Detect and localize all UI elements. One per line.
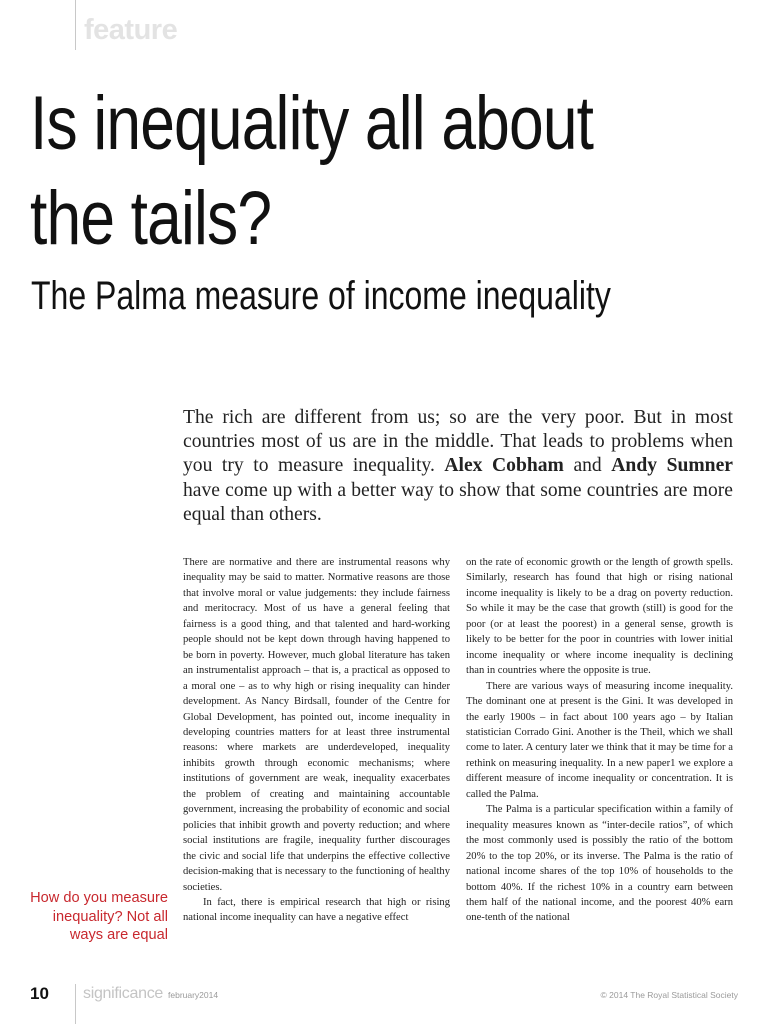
body-paragraph: on the rate of economic growth or the length of growth spells. Similarly, research has found that high or rising national income inequality is likely to be a drag on poverty reduction. So while it may be the case that growth (still) is good for the poor (or at least the poorest) in a general sense, growth is likely to be better for the poor in countries with lower initial income inequality or where income inequality is declining than in countries where the opposite is true. (466, 557, 733, 677)
body-column-left (183, 555, 450, 926)
page-number: 10 (30, 984, 49, 1003)
article-subtitle: The Palma measure of income inequality (31, 274, 611, 318)
standfirst-text-1: The rich are different from us; so are the very poor. But in most countries most of us are in the middle. That leads to problems when you try to measure inequality. (183, 407, 733, 477)
section-label: feature (84, 14, 178, 46)
standfirst-text-2: have come up with a better way to show that some countries are more equal than others. (183, 479, 733, 525)
title-line-2: the tails? (30, 176, 272, 261)
standfirst-and: and (573, 455, 602, 477)
footer-divider (75, 984, 76, 1024)
standfirst (183, 406, 733, 527)
article-title (30, 76, 620, 266)
magazine-logo: significance (83, 985, 164, 1002)
body-paragraph: There are various ways of measuring income inequality. The dominant one at present is the Gini. It was developed in the early 1900s – in fact about 100 years ago – by Italian statistician Corrado Gini. Another is the Theil, which we shall come to later. A century later we think that it may be time for a rethink on measuring inequality. In a new paper1 we explore a different measure of income inequality or concentration. It is called the Palma. (466, 680, 733, 800)
issue-date: february2014 (168, 990, 219, 1000)
body-paragraph: The Palma is a particular specification within a family of inequality measures known as “inter-decile ratios”, of which the most commonly used is possibly the ratio of the bottom 20% to the top 20%, or its inverse. The Palma is the ratio of national income shares of the top 10% of households to the bottom 40%. If the richest 10% in a country earn between them half of the national income, and the poorest 40% earn one-tenth of the national (466, 804, 733, 924)
header-divider (75, 0, 76, 50)
copyright-notice: © 2014 The Royal Statistical Society (600, 990, 738, 1000)
body-paragraph: In fact, there is empirical research that high or rising national income inequality can have a negative effect (183, 896, 450, 924)
author-name-1: Alex Cobham (444, 455, 564, 477)
body-column-right (466, 555, 733, 926)
pull-quote: How do you measure inequality? Not all ways are equal (30, 890, 168, 943)
title-line-1: Is inequality all about (30, 81, 594, 166)
author-name-2: Andy Sumner (611, 455, 733, 477)
body-paragraph: There are normative and there are instrumental reasons why inequality may be said to matter. Normative reasons are those that involve moral or value judgements: they include fairness and meritocracy. Most of us have a general feeling that fairness is a good thing, and that talented and hard-working people should not be kept down through having happened to be born in poverty. However, much global literature has taken an instrumentalist approach – that is, a practical as opposed to a moral one – as to why high or rising inequality can hinder development. As Nancy Birdsall, founder of the Centre for Global Development, has pointed out, income inequality in developing countries matters for at least three instrumental reasons: where markets are underdeveloped, inequality inhibits growth through economic mechanisms; where institutions of government are weak, inequality exacerbates the problem of creating and maintaining accountable government, increasing the probability of economic and social policies that inhibit growth and poverty reduction; and where social institutions are fragile, inequality further discourages the civic and social life that underpins the effective collective decision-making that is necessary to the functioning of healthy societies. (183, 557, 450, 893)
